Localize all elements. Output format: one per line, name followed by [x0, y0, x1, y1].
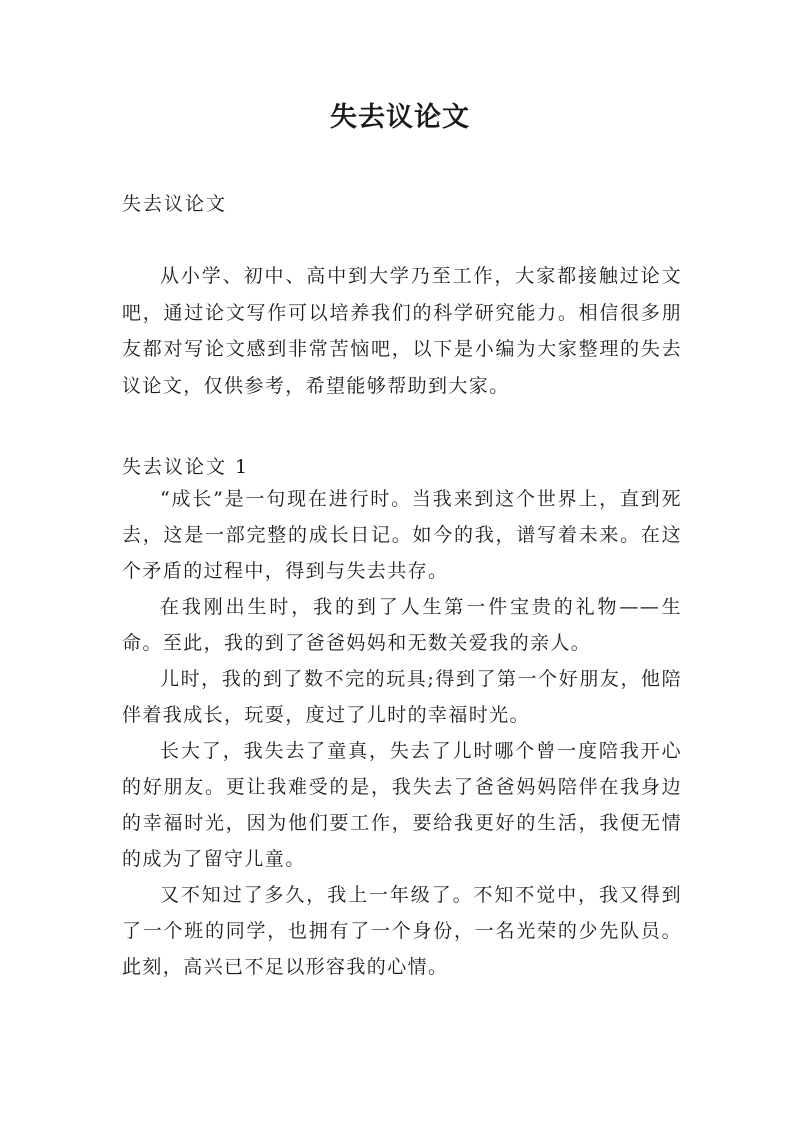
- body-paragraph: “成长”是一句现在进行时。当我来到这个世界上，直到死去，这是一部完整的成长日记。如今的我，谱写着未来。在这个矛盾的过程中，得到与失去共存。: [122, 488, 682, 582]
- body-paragraph: 又不知过了多久，我上一年级了。不知不觉中，我又得到了一个班的同学，也拥有了一个身份，一名光荣的少先队员。此刻，高兴已不足以形容我的心情。: [122, 884, 682, 978]
- body-paragraph: 在我刚出生时，我的到了人生第一件宝贵的礼物——生命。至此，我的到了爸爸妈妈和无数关爱我的亲人。: [122, 596, 682, 654]
- document-subtitle: 失去议论文: [122, 193, 228, 215]
- intro-paragraph: 从小学、初中、高中到大学乃至工作，大家都接触过论文吧，通过论文写作可以培养我们的科学研究能力。相信很多朋友都对写论文感到非常苦恼吧，以下是小编为大家整理的失去议论文，仅供参考，希望能够帮助到大家。: [122, 265, 682, 397]
- essay-body: [122, 481, 682, 985]
- body-paragraph: 长大了，我失去了童真，失去了儿时哪个曾一度陪我开心的好朋友。更让我难受的是，我失去了爸爸妈妈陪伴在我身边的幸福时光，因为他们要工作，要给我更好的生活，我便无情的成为了留守儿童。: [122, 740, 682, 870]
- body-paragraph: 儿时，我的到了数不完的玩具;得到了第一个好朋友，他陪伴着我成长，玩耍，度过了儿时的幸福时光。: [122, 668, 682, 726]
- section-heading: 失去议论文 1: [122, 456, 250, 478]
- document-title: 失去议论文: [330, 102, 470, 133]
